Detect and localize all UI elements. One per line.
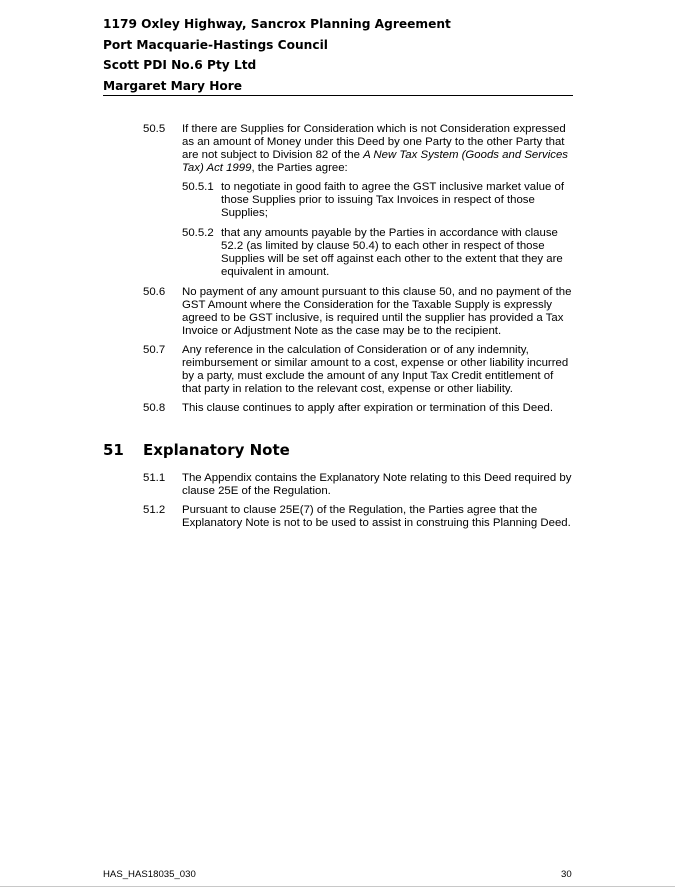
header-council-name: Port Macquarie-Hastings Council [103,37,328,52]
clause-text: The Appendix contains the Explanatory Note relating to this Deed required by clause 25E of the Regulation. [182,472,572,497]
header-agreement-title: 1179 Oxley Highway, Sancrox Planning Agreement [103,17,451,31]
document-header [103,14,573,96]
clause-text: If there are Supplies for Consideration which is not Consideration expressed as an amount of Money under this Deed by one Party to the other Party that are not subject to Division 82 of the A New Tax System (Goods and Services Tax) Act 1999, the Parties agree: [182,123,568,174]
clause-text: Pursuant to clause 25E(7) of the Regulation, the Parties agree that the Explanatory Note is not to be used to assist in construing this Planning Deed. [182,504,571,529]
clause-number: 50.5.2 [182,227,214,239]
section-title: Explanatory Note [143,441,290,459]
clause-number: 51.2 [143,504,166,516]
clause-number: 50.7 [143,344,166,356]
clause-text: This clause continues to apply after expiration or termination of this Deed. [182,402,554,414]
clause-text: that any amounts payable by the Parties in accordance with clause 52.2 (as limited by clause 50.4) to each other in respect of those Supplies will be set off against each other to the extent that they are equivalent in amount. [221,227,563,278]
section-number: 51 [103,441,124,459]
clause-number: 50.5 [143,123,166,135]
clause-number: 51.1 [143,472,166,484]
page-bottom-edge [0,886,675,887]
header-rule [103,95,573,96]
clause-text: No payment of any amount pursuant to this clause 50, and no payment of the GST Amount where the Consideration for the Taxable Supply is expressly agreed to be GST inclusive, is required until the supplier has provided a Tax Invoice or Adjustment Note as the case may be to the recipient. [182,286,572,337]
header-party-person: Margaret Mary Hore [103,78,243,93]
footer-document-reference: HAS_HAS18035_030 [103,869,196,880]
footer-page-number: 30 [561,869,572,880]
clause-number: 50.6 [143,286,166,298]
clause-number: 50.5.1 [182,181,214,193]
clause-text: to negotiate in good faith to agree the GST inclusive market value of those Supplies prior to issuing Tax Invoices in respect of those Supplies; [221,181,564,219]
header-party-company: Scott PDI No.6 Pty Ltd [103,58,257,73]
clause-number: 50.8 [143,402,166,414]
clause-text: Any reference in the calculation of Consideration or of any indemnity, reimbursement or similar amount to a cost, expense or other liability incurred by a party, must exclude the amount of any Input Tax Credit entitlement of that party in relation to the relevant cost, expense or other liability. [182,344,569,395]
